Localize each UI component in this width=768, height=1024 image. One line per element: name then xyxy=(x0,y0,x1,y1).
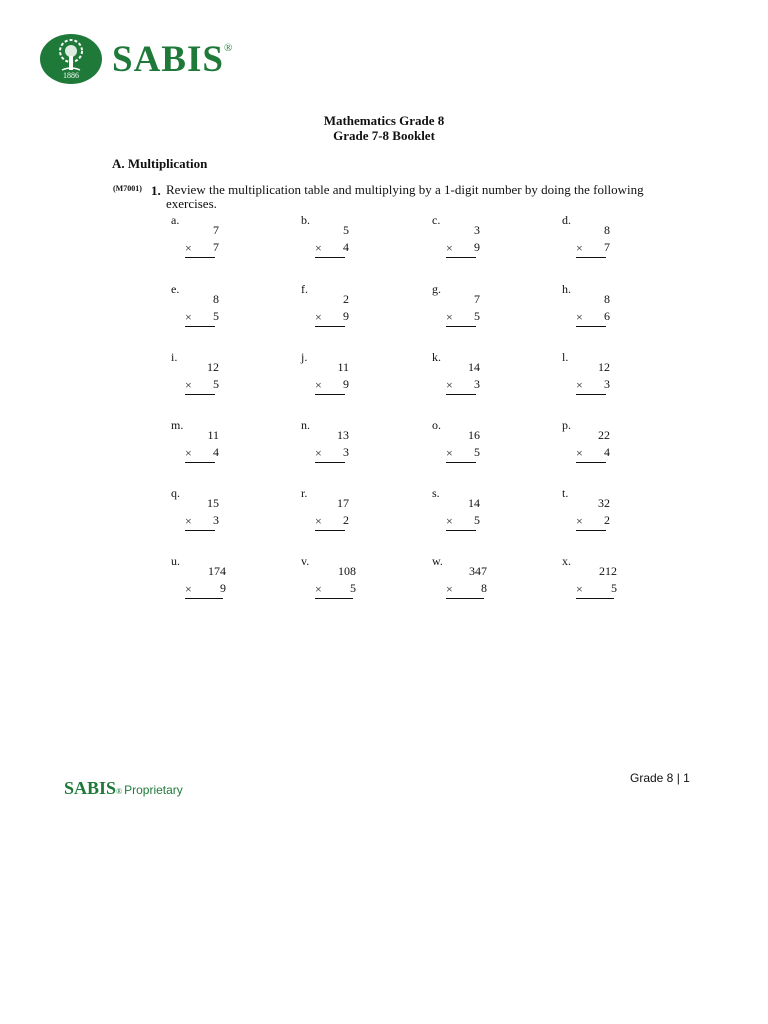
problem-multiplier: 5 xyxy=(350,581,356,595)
problem-letter: i. xyxy=(171,350,178,364)
problem-item xyxy=(301,350,371,410)
answer-line xyxy=(576,530,606,531)
problem-item xyxy=(171,282,241,342)
question-code: (M7001) xyxy=(113,184,142,193)
problem-multiplicand: 174 xyxy=(208,564,226,578)
problem-multiplier: 9 xyxy=(343,309,349,323)
times-sign: × xyxy=(576,582,583,596)
problem-multiplicand: 8 xyxy=(604,292,610,306)
problem-item xyxy=(432,350,502,410)
problem-multiplier: 9 xyxy=(474,240,480,254)
logo-brand-text: SABIS xyxy=(112,38,224,80)
document-title xyxy=(0,113,768,143)
question-number: 1. xyxy=(151,183,161,198)
problem-item xyxy=(171,213,241,273)
problem-item xyxy=(562,486,632,546)
problem-item xyxy=(301,486,371,546)
problem-item xyxy=(171,350,241,410)
problem-letter: s. xyxy=(432,486,440,500)
problem-multiplicand: 32 xyxy=(598,496,610,510)
problem-letter: x. xyxy=(562,554,571,568)
times-sign: × xyxy=(576,378,583,392)
problem-letter: w. xyxy=(432,554,443,568)
answer-line xyxy=(446,462,476,463)
problem-letter: u. xyxy=(171,554,180,568)
times-sign: × xyxy=(576,241,583,255)
problem-item xyxy=(301,213,371,273)
problem-letter: f. xyxy=(301,282,308,296)
problem-multiplicand: 5 xyxy=(343,223,349,237)
problem-multiplier: 3 xyxy=(604,377,610,391)
answer-line xyxy=(576,326,606,327)
times-sign: × xyxy=(576,514,583,528)
problem-letter: k. xyxy=(432,350,441,364)
footer-registered-mark: ® xyxy=(116,787,123,796)
problem-multiplier: 4 xyxy=(213,445,219,459)
problem-letter: r. xyxy=(301,486,308,500)
page-number: Grade 8 | 1 xyxy=(630,771,690,785)
answer-line xyxy=(185,462,215,463)
times-sign: × xyxy=(185,241,192,255)
times-sign: × xyxy=(576,310,583,324)
problem-letter: g. xyxy=(432,282,441,296)
problem-item xyxy=(432,418,502,478)
times-sign: × xyxy=(315,446,322,460)
times-sign: × xyxy=(446,514,453,528)
problem-item xyxy=(432,486,502,546)
problem-multiplicand: 2 xyxy=(343,292,349,306)
problem-letter: b. xyxy=(301,213,310,227)
problem-multiplicand: 14 xyxy=(468,496,480,510)
section-heading: A. Multiplication xyxy=(112,156,208,171)
sabis-logo xyxy=(40,34,233,84)
problem-multiplier: 3 xyxy=(474,377,480,391)
answer-line xyxy=(315,598,353,599)
answer-line xyxy=(315,257,345,258)
problem-multiplicand: 16 xyxy=(468,428,480,442)
problem-letter: q. xyxy=(171,486,180,500)
problem-multiplicand: 15 xyxy=(207,496,219,510)
problem-multiplier: 4 xyxy=(343,240,349,254)
answer-line xyxy=(315,530,345,531)
times-sign: × xyxy=(315,514,322,528)
title-line-2: Grade 7-8 Booklet xyxy=(333,128,435,143)
question-text: Review the multiplication table and multiplying by a 1-digit number by doing the following exercises. xyxy=(166,182,644,211)
answer-line xyxy=(576,394,606,395)
problem-multiplier: 5 xyxy=(474,513,480,527)
problem-letter: d. xyxy=(562,213,571,227)
tree-emblem-icon xyxy=(40,34,102,84)
problem-letter: m. xyxy=(171,418,184,432)
problem-multiplier: 5 xyxy=(213,309,219,323)
problem-item xyxy=(562,213,632,273)
answer-line xyxy=(185,530,215,531)
problem-letter: h. xyxy=(562,282,571,296)
times-sign: × xyxy=(446,446,453,460)
answer-line xyxy=(446,394,476,395)
problem-letter: j. xyxy=(301,350,308,364)
problem-multiplier: 5 xyxy=(611,581,617,595)
answer-line xyxy=(315,462,345,463)
answer-line xyxy=(315,394,345,395)
times-sign: × xyxy=(315,378,322,392)
problem-letter: o. xyxy=(432,418,441,432)
problem-multiplier: 3 xyxy=(343,445,349,459)
answer-line xyxy=(315,326,345,327)
problem-multiplicand: 12 xyxy=(207,360,219,374)
times-sign: × xyxy=(446,310,453,324)
problem-multiplicand: 17 xyxy=(337,496,349,510)
problem-multiplicand: 11 xyxy=(207,428,219,442)
problem-item xyxy=(562,282,632,342)
problem-multiplier: 6 xyxy=(604,309,610,323)
problem-multiplier: 2 xyxy=(604,513,610,527)
footer-brand-text: SABIS xyxy=(64,778,117,798)
footer-proprietary: Proprietary xyxy=(124,783,183,797)
problem-multiplicand: 7 xyxy=(213,223,219,237)
answer-line xyxy=(446,530,476,531)
times-sign: × xyxy=(315,310,322,324)
problem-item xyxy=(301,282,371,342)
problem-item xyxy=(301,418,371,478)
problem-item xyxy=(562,554,632,614)
answer-line xyxy=(576,462,606,463)
problem-letter: c. xyxy=(432,213,441,227)
times-sign: × xyxy=(185,582,192,596)
times-sign: × xyxy=(185,378,192,392)
problem-multiplicand: 14 xyxy=(468,360,480,374)
problem-multiplicand: 7 xyxy=(474,292,480,306)
times-sign: × xyxy=(185,514,192,528)
problem-item xyxy=(432,554,502,614)
problem-multiplier: 4 xyxy=(604,445,610,459)
problem-multiplier: 9 xyxy=(343,377,349,391)
logo-wordmark xyxy=(112,38,234,80)
problem-multiplicand: 347 xyxy=(469,564,487,578)
problem-multiplier: 9 xyxy=(220,581,226,595)
problem-letter: t. xyxy=(562,486,569,500)
answer-line xyxy=(185,598,223,599)
problem-multiplicand: 8 xyxy=(604,223,610,237)
answer-line xyxy=(446,257,476,258)
problem-item xyxy=(562,418,632,478)
title-line-1: Mathematics Grade 8 xyxy=(323,113,445,128)
problem-item xyxy=(432,213,502,273)
times-sign: × xyxy=(315,582,322,596)
problem-multiplicand: 212 xyxy=(599,564,617,578)
problem-multiplier: 7 xyxy=(213,240,219,254)
problem-item xyxy=(171,418,241,478)
problem-multiplier: 8 xyxy=(481,581,487,595)
problem-letter: n. xyxy=(301,418,310,432)
times-sign: × xyxy=(576,446,583,460)
answer-line xyxy=(185,394,215,395)
problem-letter: v. xyxy=(301,554,310,568)
problem-multiplier: 5 xyxy=(474,445,480,459)
logo-year: 1886 xyxy=(63,71,79,80)
answer-line xyxy=(185,326,215,327)
times-sign: × xyxy=(446,582,453,596)
times-sign: × xyxy=(446,241,453,255)
problem-letter: e. xyxy=(171,282,180,296)
problem-letter: l. xyxy=(562,350,569,364)
registered-mark: ® xyxy=(223,41,234,54)
problem-multiplicand: 3 xyxy=(474,223,480,237)
problem-multiplicand: 22 xyxy=(598,428,610,442)
answer-line xyxy=(446,598,484,599)
problem-multiplicand: 12 xyxy=(598,360,610,374)
problem-multiplicand: 108 xyxy=(338,564,356,578)
problem-multiplier: 5 xyxy=(474,309,480,323)
problem-item xyxy=(171,554,241,614)
problem-multiplier: 3 xyxy=(213,513,219,527)
answer-line xyxy=(576,598,614,599)
times-sign: × xyxy=(446,378,453,392)
times-sign: × xyxy=(185,310,192,324)
answer-line xyxy=(446,326,476,327)
answer-line xyxy=(576,257,606,258)
problem-multiplicand: 8 xyxy=(213,292,219,306)
problem-item xyxy=(562,350,632,410)
problem-multiplier: 5 xyxy=(213,377,219,391)
footer-brand xyxy=(64,778,183,799)
answer-line xyxy=(185,257,215,258)
times-sign: × xyxy=(315,241,322,255)
problem-item xyxy=(432,282,502,342)
problem-letter: p. xyxy=(562,418,571,432)
problem-item xyxy=(171,486,241,546)
problem-item xyxy=(301,554,371,614)
problem-letter: a. xyxy=(171,213,180,227)
problem-multiplicand: 11 xyxy=(337,360,349,374)
problem-multiplicand: 13 xyxy=(337,428,349,442)
problem-multiplier: 2 xyxy=(343,513,349,527)
problem-multiplier: 7 xyxy=(604,240,610,254)
times-sign: × xyxy=(185,446,192,460)
